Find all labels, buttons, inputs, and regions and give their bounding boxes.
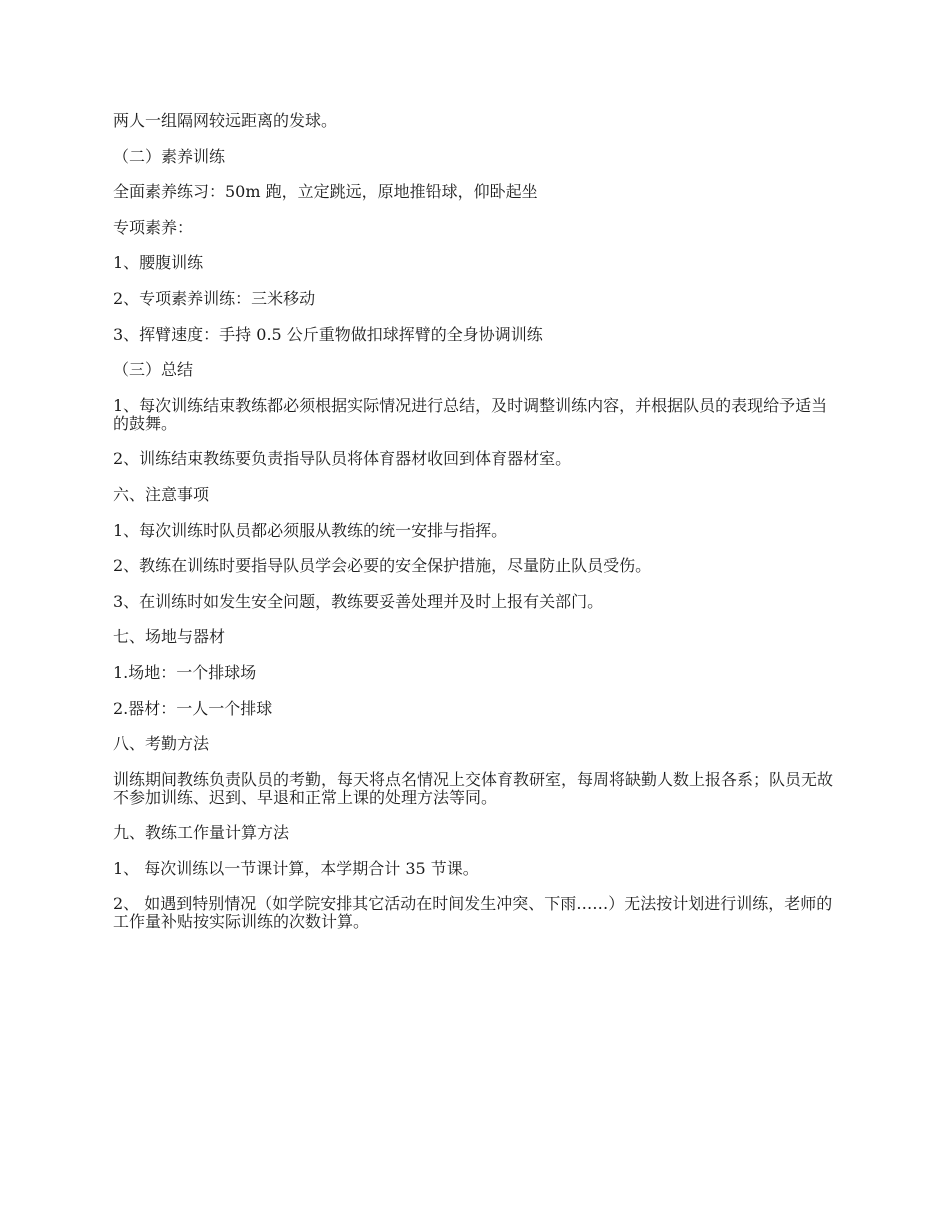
list-item-notes-1: 1、每次训练时队员都必须服从教练的统一安排与指挥。	[113, 520, 508, 540]
paragraph-general-fitness: 全面素养练习：50m 跑，立定跳远，原地推铅球，仰卧起坐	[113, 182, 538, 202]
paragraph-special-fitness: 专项素养：	[113, 217, 194, 237]
list-item-summary-1: 1、每次训练结束教练都必须根据实际情况进行总结，及时调整训练内容，并根据队员的表现给予适当的鼓舞。	[113, 395, 828, 433]
heading-notes: 六、注意事项	[113, 484, 210, 504]
list-item-workload-1: 1、 每次训练以一节课计算，本学期合计 35 节课。	[113, 858, 479, 878]
paragraph-attendance: 训练期间教练负责队员的考勤，每天将点名情况上交体育教研室，每周将缺勤人数上报各系；队员无故不参加训练、迟到、早退和正常上课的处理方法等同。	[113, 769, 834, 807]
list-item-equipment: 2.器材：一人一个排球	[113, 698, 273, 718]
list-item-summary-2: 2、训练结束教练要负责指导队员将体育器材收回到体育器材室。	[113, 449, 572, 469]
document-page	[113, 112, 843, 949]
list-item-notes-3: 3、在训练时如发生安全问题，教练要妥善处理并及时上报有关部门。	[113, 591, 604, 611]
list-item-notes-2: 2、教练在训练时要指导队员学会必要的安全保护措施，尽量防止队员受伤。	[113, 556, 652, 576]
list-item-workload-2: 2、 如遇到特别情况（如学院安排其它活动在时间发生冲突、下雨……）无法按计划进行训练，老师的工作量补贴按实际训练的次数计算。	[113, 894, 833, 932]
heading-fitness-training: （二）素养训练	[113, 146, 226, 166]
paragraph-serve-drill: 两人一组隔网较远距离的发球。	[113, 111, 338, 130]
list-item-venue: 1.场地：一个排球场	[113, 662, 257, 682]
heading-summary: （三）总结	[113, 360, 194, 380]
list-item-arm-swing: 3、挥臂速度：手持 0.5 公斤重物做扣球挥臂的全身协调训练	[113, 324, 543, 344]
heading-venue-equipment: 七、场地与器材	[113, 627, 226, 647]
heading-attendance: 八、考勤方法	[113, 734, 210, 754]
heading-workload: 九、教练工作量计算方法	[113, 823, 290, 843]
list-item-three-meter-move: 2、专项素养训练：三米移动	[113, 288, 316, 308]
list-item-core-training: 1、腰腹训练	[113, 253, 204, 273]
